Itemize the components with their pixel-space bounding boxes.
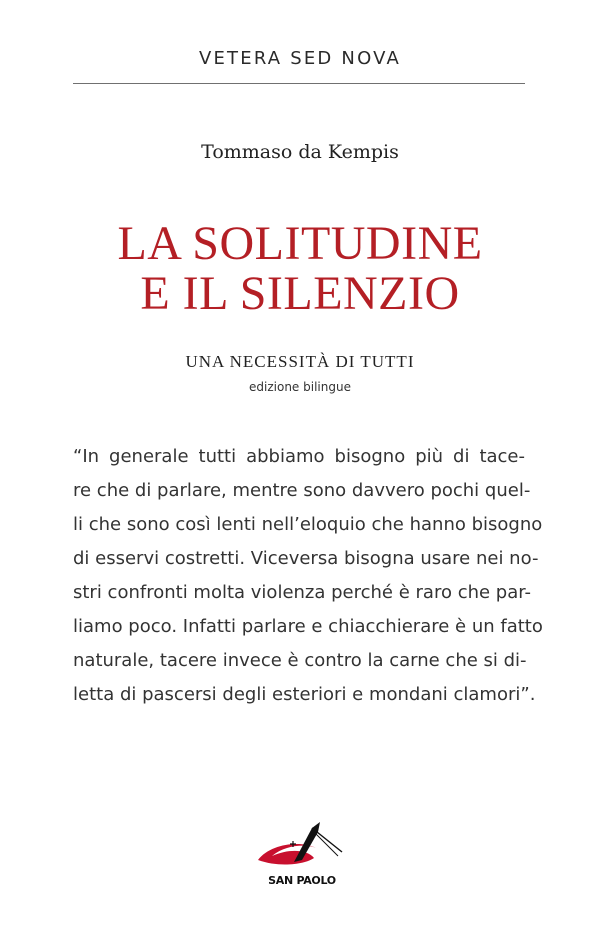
quote-line: “In generale tutti abbiamo bisogno più di tace-	[73, 446, 525, 467]
quote-line: letta di pascersi degli esteriori e mondani clamori”.	[73, 684, 536, 705]
subtitle: UNA NECESSITÀ DI TUTTI	[185, 352, 415, 371]
logo-ray	[314, 832, 338, 856]
quote-line: liamo poco. Infatti parlare e chiacchierare è un fatto	[73, 616, 543, 637]
san-paolo-logo-icon	[250, 814, 354, 874]
edition-note: edizione bilingue	[249, 380, 351, 394]
quote-line: di esservi costretti. Viceversa bisogna usare nei no-	[73, 548, 539, 569]
author-name: Tommaso da Kempis	[201, 141, 399, 163]
divider-rule	[73, 83, 525, 84]
title-line-1: LA SOLITUDINE	[117, 217, 483, 270]
series-name: VETERA SED NOVA	[198, 48, 402, 69]
publisher-logo	[250, 814, 354, 914]
quote-line: naturale, tacere invece è contro la carne che si di-	[73, 650, 527, 671]
quote-line: stri confronti molta violenza perché è raro che par-	[73, 582, 531, 603]
quote-block	[73, 440, 543, 712]
quote-line: re che di parlare, mentre sono davvero pochi quel-	[73, 480, 531, 501]
quote-line: li che sono così lenti nell’eloquio che hanno bisogno	[73, 514, 543, 535]
publisher-name: SAN PAOLO	[268, 874, 336, 887]
logo-ray	[312, 828, 342, 852]
title-line-2: E IL SILENZIO	[140, 267, 460, 320]
